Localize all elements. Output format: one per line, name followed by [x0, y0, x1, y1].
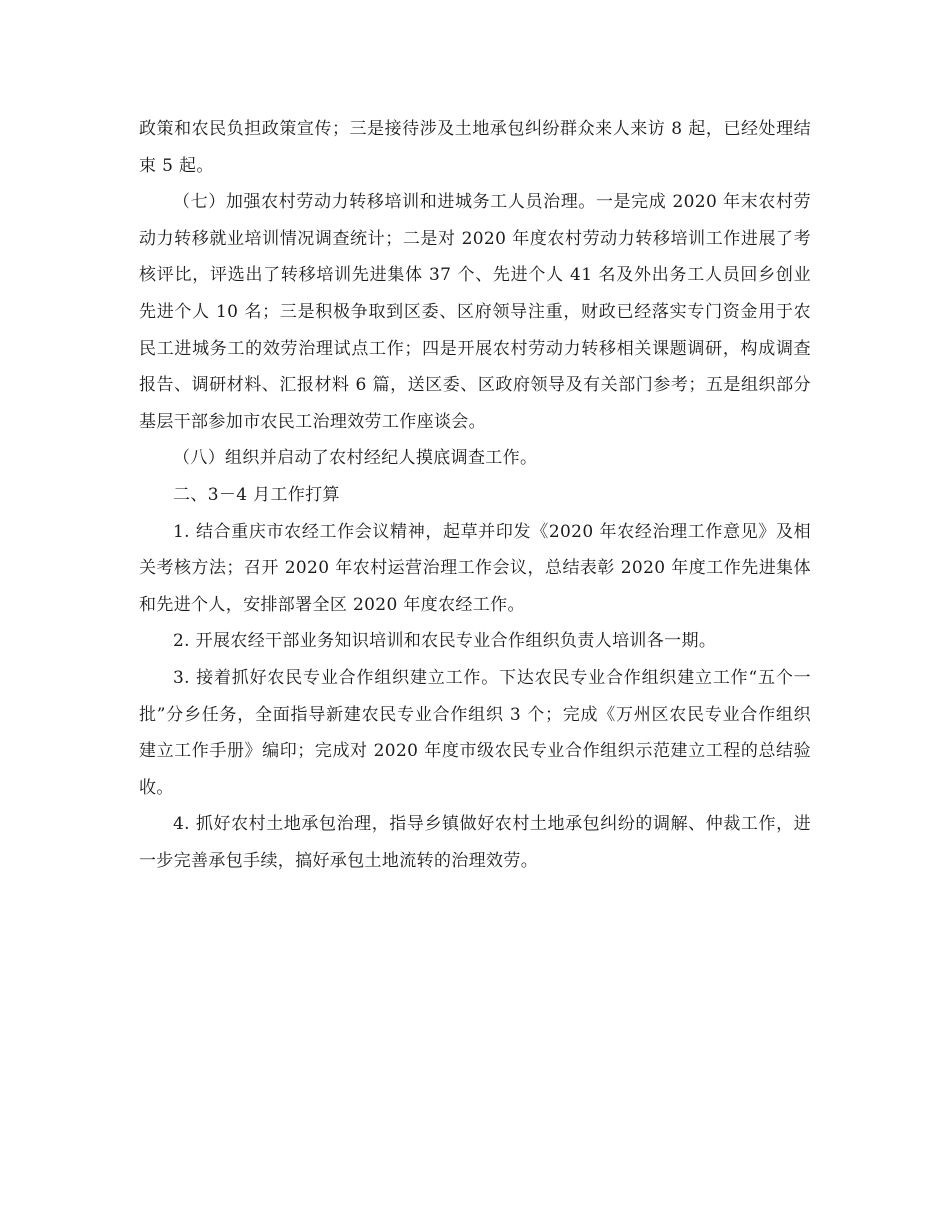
plan-item-4: 4. 抓好农村土地承包治理，指导乡镇做好农村土地承包纠纷的调解、仲裁工作，进一步完善承包手续，搞好承包土地流转的治理效劳。	[139, 814, 811, 871]
paragraph-labor-transfer-training: （七）加强农村劳动力转移培训和进城务工人员治理。一是完成 2020 年末农村劳动力转移就业培训情况调查统计；二是对 2020 年度农村劳动力转移培训工作进展了考核评比，评选出了转移培训先进集体 37 个、先进个人 41 名及外出务工人员回乡创业先进个人 10 名；三是积极争取到区委、区府领导注重，财政已经落实专门资金用于农民工进城务工的效劳治理试点工作；四是开展农村劳动力转移相关课题调研，构成调查报告、调研材料、汇报材料 6 篇，送区委、区政府领导及有关部门参考；五是组织部分基层干部参加市农民工治理效劳工作座谈会。	[139, 192, 811, 432]
section-heading-work-plan: 二、3－4 月工作打算	[173, 484, 340, 505]
paragraph-policy-publicity: 政策和农民负担政策宣传；三是接待涉及土地承包纠纷群众来人来访 8 起，已经处理结束 5 起。	[139, 119, 811, 176]
plan-item-1: 1. 结合重庆市农经工作会议精神，起草并印发《2020 年农经治理工作意见》及相关考核方法；召开 2020 年农村运营治理工作会议，总结表彰 2020 年度工作先进集体和先进个人，安排部署全区 2020 年度农经工作。	[139, 521, 811, 615]
document-body	[139, 111, 811, 879]
plan-item-3: 3. 接着抓好农民专业合作组织建立工作。下达农民专业合作组织建立工作“五个一批”分乡任务，全面指导新建农民专业合作组织 3 个；完成《万州区农民专业合作组织建立工作手册》编印；完成对 2020 年度市级农民专业合作组织示范建立工程的总结验收。	[139, 667, 811, 798]
paragraph-broker-survey: （八）组织并启动了农村经纪人摸底调查工作。	[173, 448, 538, 469]
plan-item-2: 2. 开展农经干部业务知识培训和农民专业合作组织负责人培训各一期。	[173, 631, 717, 652]
